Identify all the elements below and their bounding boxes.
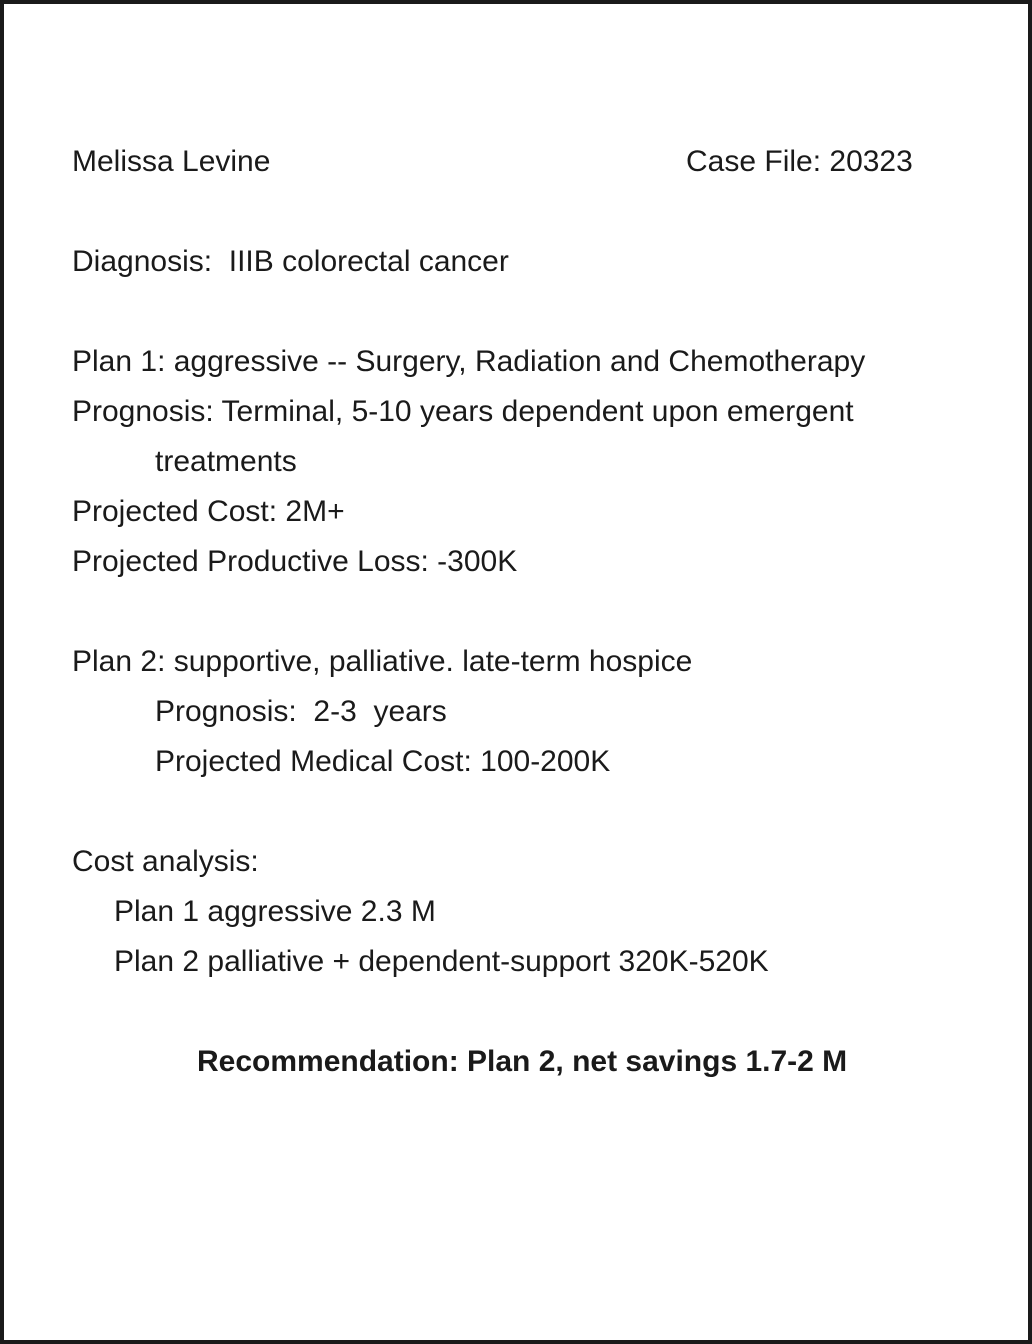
plan1-prognosis: Prognosis: Terminal, 5-10 years dependent upon emergent	[72, 395, 854, 428]
diagnosis: Diagnosis: IIIB colorectal cancer	[72, 245, 509, 278]
case-file-number: Case File: 20323	[686, 145, 913, 178]
plan1-prognosis-continued: treatments	[155, 445, 297, 478]
cost-analysis-heading: Cost analysis:	[72, 845, 259, 878]
plan2-prognosis: Prognosis: 2-3 years	[155, 695, 447, 728]
plan1-title: Plan 1: aggressive -- Surgery, Radiation and Chemotherapy	[72, 345, 866, 378]
patient-name: Melissa Levine	[72, 145, 271, 178]
plan1-productive-loss: Projected Productive Loss: -300K	[72, 545, 518, 578]
cost-analysis-item: Plan 2 palliative + dependent-support 320K-520K	[114, 945, 769, 978]
plan1-projected-cost: Projected Cost: 2M+	[72, 495, 345, 528]
plan2-medical-cost: Projected Medical Cost: 100-200K	[155, 745, 611, 778]
recommendation: Recommendation: Plan 2, net savings 1.7-2 M	[197, 1045, 848, 1078]
cost-analysis-item: Plan 1 aggressive 2.3 M	[114, 895, 436, 928]
plan2-title: Plan 2: supportive, palliative. late-term hospice	[72, 645, 693, 678]
